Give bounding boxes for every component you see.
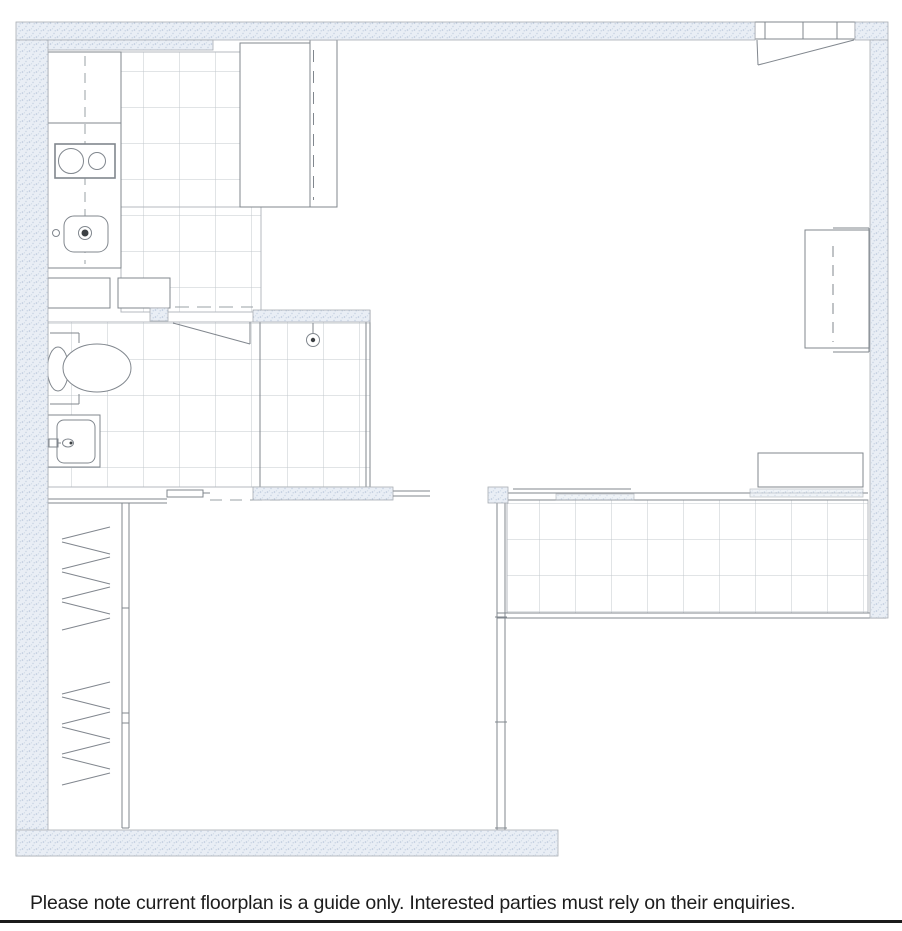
disclaimer-text: Please note current floorplan is a guide only. Interested parties must rely on their enquiries. (30, 892, 796, 914)
kitchen-hob-icon (55, 144, 115, 178)
terrace-floor-tiles (507, 500, 868, 613)
wall-bottom (16, 830, 558, 856)
desk-unit (805, 228, 870, 352)
bottom-rule (0, 920, 902, 923)
wall-right (870, 40, 888, 618)
kitchen-tall-unit (310, 40, 337, 207)
wall-top-step (46, 40, 213, 50)
wall-left (16, 40, 48, 856)
wall-pillar (488, 487, 508, 503)
bathroom-door-jamb (150, 308, 168, 321)
kitchen-base-unit-b (118, 278, 170, 308)
wall-top-left-section (16, 22, 755, 40)
shower-wall-top (253, 310, 370, 322)
boundary-offset-bar (167, 490, 203, 497)
wall-top-right-section (855, 22, 888, 40)
shelf-unit (758, 453, 863, 487)
wash-basin-icon (48, 415, 100, 467)
shower-wall-bottom (253, 487, 393, 500)
kitchen-base-unit-a (48, 278, 110, 308)
kitchen-floor-tiles-upper (121, 52, 240, 207)
kitchen-bench (240, 43, 310, 207)
window-sash-a (556, 494, 634, 500)
window-sash-b (750, 489, 863, 497)
